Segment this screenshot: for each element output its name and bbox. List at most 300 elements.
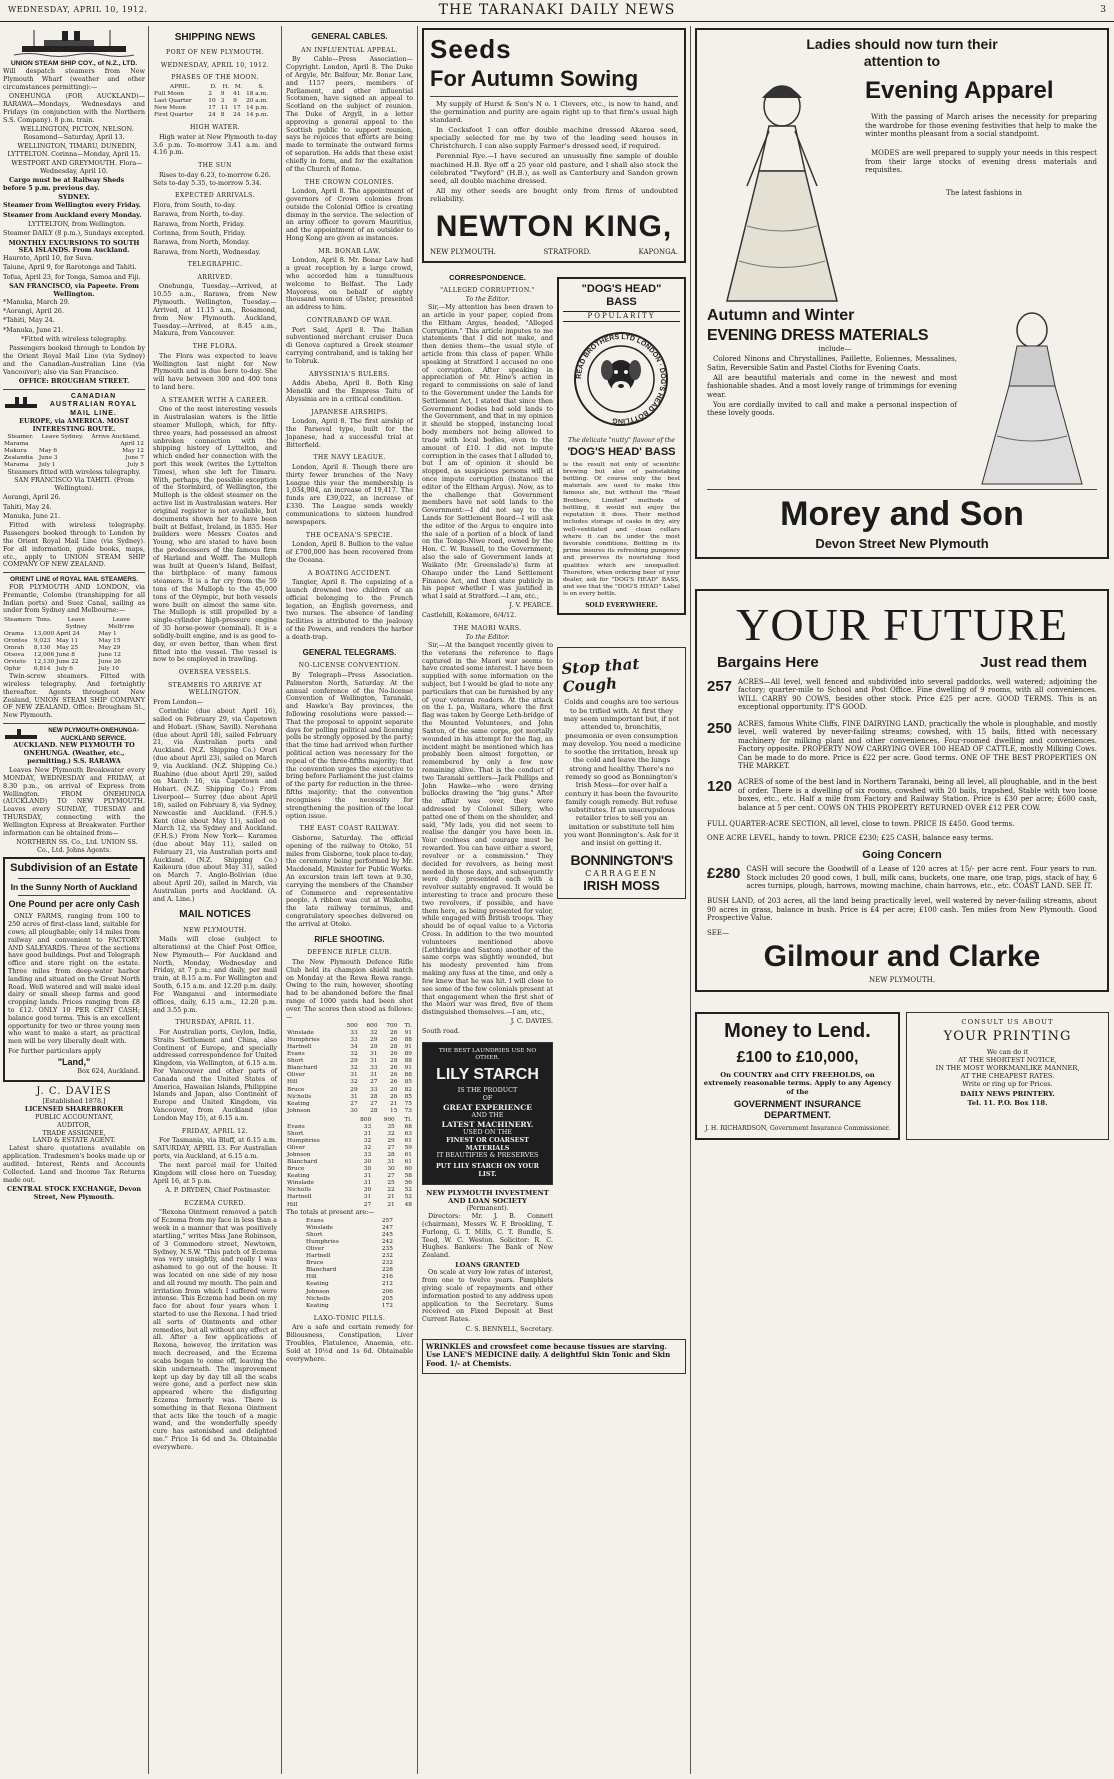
- cable-heading: MR. BONAR LAW.: [318, 247, 381, 255]
- rifle-scores-table-2: 800 900 Tl. Evans 33 35 68 Short 31 32 63 Humphries 32 29 61 Oliver 32 27 59 Johnson 33 28 61 Blanchard 30 31 61 Bruce 30 30 60 Keating 31 27 58 Winslade 31 25 56 Nicholls 30 22 52 Hartnell 31 21 52 Hill 27 21 48: [287, 1116, 412, 1208]
- table-row: First Quarter 24 8 24 14 p.m.: [154, 112, 269, 119]
- usc-sf-line: *Manuka, June 21.: [3, 325, 64, 334]
- table-row: Winslade 31 25 56: [287, 1180, 412, 1187]
- table-row: Full Moon 2 9 41 18 a.m.: [154, 90, 268, 97]
- bon-carr: CARRAGEEN: [585, 868, 658, 878]
- gc-addr: NEW PLYMOUTH.: [869, 975, 935, 984]
- acreage-number: 257: [707, 677, 733, 695]
- ls-line: GREAT EXPERIENCE: [443, 1102, 532, 1112]
- sun-heading: THE SUN: [198, 162, 232, 170]
- npi-loans: LOANS GRANTED: [455, 1260, 520, 1269]
- dh-sold: SOLD EVERYWHERE.: [585, 601, 658, 609]
- column-rule: [417, 26, 418, 1774]
- car-name: CANADIAN AUSTRALIAN ROYAL MAIL LINE.: [49, 392, 138, 417]
- jcd-line: PUBLIC ACCOUNTANT,: [34, 1113, 114, 1122]
- telegram-text: Gisborne, Saturday. The official opening of the railway to Otoko, 51 miles from Gisborne, took place to-day, the ceremony being performed by Mr. Macdonald, Minister for Public Works. An excursion train left town at 9.30, carrying the members of the Chamber of Commerce and representative people. A ribbon was cut at Waikohu, the late railway terminus, and congratulatory speeches delivered on the arrival at Otoko.: [286, 833, 413, 928]
- correspondence-title: CORRESPONDENCE.: [449, 272, 526, 282]
- seeds-p4: All my other seeds are bought only from firms of undoubted reliability.: [430, 186, 678, 204]
- mail-thursday: THURSDAY, APRIL 11.: [175, 1019, 255, 1027]
- eczema-text: "Rexona Ointment removed a patch of Eczema from my face in less than a week in a manner that was positively startling," writes Miss Jane Robinson, of 3 Commodore street, Newtown, Sydney, N.S.W. "This patch of Eczema was very unsightly, and really I was ashamed to go out of the house. It was located on one side of my nose and all round my mouth. The pain and irritation from which I suffered were intense. This Eczema had been on my face for about four years when I started to use the Rexona. I had tried all sorts of Ointments and other remedies, but all without any effect at all. After a few applications of Rexona, however, the irritation was much decreased, and the Eczema scabs began to come off, leaving the skin underneath. The improvement kept up day by day till all the scabs were gone, and a perfect new skin appeared where the disfiguring Eczema formerly was. There is something in that Rexona Ointment that acts like the touch of a magic wand, and the wonderfully speedy cure has astonished and delighted me." Price 1s 6d and 3s. Obtainable everywhere.: [153, 1208, 278, 1451]
- lad-edm: EVENING DRESS MATERIALS: [707, 326, 929, 344]
- table-row: Oliver 32 27 59: [287, 1145, 412, 1151]
- dh-popularity: POPULARITY: [563, 311, 680, 322]
- yp-line: AT THE SHORTEST NOTICE,: [958, 1056, 1057, 1065]
- gc-see: SEE—: [707, 928, 730, 937]
- yf-b2: Just read them: [980, 653, 1087, 671]
- table-row: Bruce 232: [306, 1260, 393, 1267]
- sub-title: Subdivision of an Estate: [10, 861, 138, 874]
- mail-friday: FRIDAY, APRIL 12.: [181, 1127, 249, 1135]
- rifle-scores-table: 500 600 700 Tl. Winslade 33 32 26 91 Humphries 33 29 26 88 Hartnell 34 29 28 91 Evans 32 31 26 89 Short 29 31 28 88 Blanchard 32 33 26 91 Oliver 31 31 26 88 Hill 32 27 26 85 Bruce 29 33 20 82 Nicholls 31 28 26 85 Keating 27 27 21 75 Johnson 30 28 15 73: [287, 1022, 412, 1114]
- bon-moss: IRISH MOSS: [583, 878, 660, 894]
- table-row: Nicholls 30 22 52: [287, 1187, 412, 1194]
- table-row: Zealandia June 3 June 7: [4, 455, 144, 462]
- telegram-heading: NO-LICENSE CONVENTION.: [298, 662, 401, 670]
- lad-list: Colored Ninons and Chrystallines, Paillette, Eoliennes, Messalines, Satin, Reversible Satin and Pastel Cloths for Evening Coats.: [707, 355, 957, 372]
- ls-name: LILY STARCH: [436, 1065, 539, 1083]
- jcd-line: LICENSED SHAREBROKER: [24, 1105, 124, 1114]
- np-body: Leaves New Plymouth Breakwater every MONDAY, WEDNESDAY and FRIDAY, at 8.30 p.m., on arrival of Express from Wellington. FROM ONEHUNGA (AUCKLAND) TO NEW PLYMOUTH. Leaves every SUNDAY, TUESDAY and THURSDAY, connecting with the Wellington Express at Breakwater. Further information can be obtained from—: [3, 766, 145, 837]
- divider: [707, 489, 1097, 490]
- stw-from: From London—: [153, 697, 204, 706]
- gc-bush: BUSH LAND, of 203 acres, all the land being practically level, well watered by never-failing streams, about 90 acres in grass, balance in bush. Price is £4 per acre; £100 cash. Ten miles from New Plymouth. Good Prospective Value.: [707, 897, 1097, 923]
- rifle-totals-head: The totals at present are:—: [286, 1207, 375, 1216]
- dogs-head-label-icon: [571, 324, 671, 434]
- rifle-totals-table: [305, 1218, 394, 1310]
- printing-ad: [906, 1012, 1109, 1139]
- lady-evening-gown-icon: [707, 76, 857, 306]
- expected-line: Rarawa, from North, Wednesday.: [153, 247, 261, 256]
- cable-heading: AN INFLUENTIAL APPEAL.: [301, 46, 398, 54]
- np-name: NEW PLYMOUTH-ONEHUNGA-AUCKLAND SERVICE.: [48, 727, 139, 742]
- usc-island: Tofua, April 23, for Tonga, Samoa and Fiji.: [3, 272, 141, 281]
- svg-text:READ BROTHERS LTD LONDON · DOG: READ BROTHERS LTD LONDON · DOG'S HEAD BOTTLING: [576, 333, 667, 424]
- table-row: Blanchard 228: [306, 1267, 393, 1274]
- ls-line: AND THE: [471, 1110, 504, 1119]
- shipping-news-title: SHIPPING NEWS: [174, 32, 256, 43]
- seeds-subtitle: For Autumn Sowing: [430, 65, 639, 91]
- table-row: Johnson 206: [306, 1288, 393, 1295]
- np-agents: NORTHERN SS. Co., Ltd. UNION SS. Co., Ltd. Johns Agents.: [16, 837, 138, 854]
- mail-text: Mails will close (subject to alterations) at the Chief Post Office, New Plymouth— For Auckland and North, Monday, Wednesday and Friday, at 7 p.m.; and daily, per mail train, at 8.15 a.m. For Wellington and South, 6.15 a.m. and 12.20 p.m. daily. For Wanganui and intermediate offices, daily, 6.15 a.m., 12.20 p.m. and 3.55 p.m.: [153, 935, 277, 1014]
- jcd-line: AUDITOR,: [57, 1120, 91, 1129]
- table-row: Humphries 33 29 26 88: [287, 1037, 412, 1044]
- jc-davies-ad: [3, 1086, 145, 1201]
- telegram-heading: THE EAST COAST RAILWAY.: [299, 825, 400, 833]
- cable-text: London, April 8. Mr. Bonar Law had a great reception by a large crowd, who accorded him a tumultuous welcome to Belfast. The Lady Mayoress, on behalf of eighty thousand women of Ulster, presented an address to him.: [286, 256, 413, 312]
- career-text: One of the most interesting vessels in Australasian waters is the little steamer Mulloph, which, for fifty-three years, had possessed an almost unbroken connection with the shipping history of Lyttelton, and which ended her connection with the port this week (writes the Lyttelton Times), when she left for Timaru. With, perhaps, the possible exception of the Stormbird, of Wellington, the Mulloph is the oldest steamer on the active list in Australasian waters. Her original register is not available, but documents shown her to have been built at Belfast, Ireland, in 1855. Her builders were Messrs Coates and Young, who are stated to have been the predecessors of the famous firm of Harland and Wolff. The Mulloph was built at Queen's Island, Belfast, the birthplace of many famous steamers. It is a far cry from the 59 tons of the Mulloph to the 45,000 tons of the Olympic, but both vessels were built on almost the same site. The Mulloph is still propelled by a single-cylinder high-pressure engine of 35 horse-power (nominal). It is a solidly-built engine, and is as good to-day, or even better, than when first fitted into the vessel. The vessel is now to be employed in trawling.: [153, 405, 277, 664]
- table-row: Oliver 31 31 26 88: [287, 1072, 412, 1079]
- newton-king-places: [430, 248, 678, 257]
- table-row: Blanchard 32 33 26 91: [287, 1065, 412, 1072]
- usc-island: Taiune, April 9, for Rarotonga and Tahiti.: [3, 263, 137, 272]
- column-general-cables: [283, 26, 416, 1774]
- table-row: Makura May 6 May 12: [4, 448, 144, 455]
- column-shipping-news: [150, 26, 280, 1774]
- wrinkles-text: WRINKLES and crowsfeet come because tissues are starving. Use LANE'S MEDICINE daily. A delightful Skin Tonic and Skin Food. 1/- at Chemists.: [426, 1341, 671, 1368]
- mail-thursday-text: For Australian ports, Ceylon, India, Straits Settlement and China, also Continent of Europe, and specially addressed correspondence for United Kingdom, via Wellington, at 6.15 a.m. For Vancouver and other parts of Canada and the United States of America, Hawaiian Islands, Philippine Islands and Japan, also Continent of Europe and United Kingdom, via Vancouver, from Auckland (due London May 15), at 6.15 a.m.: [153, 1027, 277, 1122]
- lad-line1: Ladies should now turn their: [806, 36, 998, 52]
- table-row: Nicholls 205: [306, 1295, 393, 1302]
- jcd-addr: CENTRAL STOCK EXCHANGE, Devon Street, New Plymouth.: [7, 1184, 141, 1201]
- corr-text: Sir,—My attention has been drawn to an article in your paper, copied from the Eltham Argus, headed, "Alleged Corruption." This article imputes to me statements that I did not make, and then denies them—the usual style of article from this class of paper. While speaking at Stratford I accused no one of corruption. After speaking in appreciation of Mr. Hine's action in regard to commissions on sale of land to the Government under the Lands for Settlement Act, I stated that since then Government bodies had sold lands to the Government, and that in my opinion it should be stopped, instancing local body members not being allowed to trade with local bodies, even to the amount of £10. I did not impute corruption in the cases that I alluded to, but I am of opinion it should be stopped, as suspicious persons will at once impute corruption (instance the editor of the Eltham Argus). Now, as to the challenge that Government members have not sold lands to the Government:—I did not say to the Lands for Settlement Board—I will ask the editor of the Argus to enquire into the sale of a portion of a block of land on the Tongo-Niwe road, owned by the Hon. C. W. Russell, to the Government; also the sale of Government lands at Waikato (Mr. Greenslade's) farm at Ohaupo under the Land Settlement Finance Act, and then state publicly in his paper whether I was justified in what I said at Stratford.—I am, etc.,: [422, 303, 553, 601]
- your-future-ad: [695, 589, 1109, 992]
- ls-line: IS THE PRODUCT: [457, 1086, 518, 1095]
- career-heading: A STEAMER WITH A CAREER.: [161, 396, 269, 404]
- cable-text: By Cable—Press Association—Copyright. London, April 8. The Duke of Argyle, Mr. Balfour, Mr. Bonar Law, and 1157 peers, members of Parliament, and other influential Scotsmen, have signed an appeal to Scotland on the subject of reunion. The Duke of Argyll, in a letter approving a general appeal to the Scottish public to support reunion, says he rejoices that efforts are being made to terminate the outward forms of separation. He adds that these exist chiefly in form, and for the exaltation of the Church of Rome.: [286, 55, 413, 173]
- evening-apparel-ad: [695, 28, 1109, 559]
- subdivision-ad: [3, 857, 145, 1083]
- table-row: Hill 27 21 48: [287, 1201, 412, 1208]
- moon-table: APRIL. D. H. M. S. Full Moon 2 9 41 18 a.m. Last Quarter 10 3 9 20 a.m. New Moon 17 11 17 14 p.m. First Quarter 24 8 24 14 p.m.: [153, 84, 277, 119]
- orient-intro: FOR PLYMOUTH AND LONDON, via Fremantle, Colombo (transhipping for all Indian ports) and Suez Canal, sailing as under from Sydney and Melbourne:—: [3, 582, 145, 615]
- yp-title: YOUR PRINTING: [943, 1029, 1072, 1045]
- list-item: [707, 720, 1097, 773]
- cable-text: London, April 8. Though there are thirty fewer branches of the Navy League this year the membership is 1,034,904, an increase of 19,417. The funds are £39,022, an increase of £330. The League sends weekly communications to sixteen hundred newspapers.: [286, 463, 413, 526]
- sub-land: "Land,": [57, 1056, 91, 1067]
- list-item: [707, 778, 1097, 814]
- steamship-icon: [14, 28, 134, 58]
- cable-text: London, April 8. The first airship of the Parseval type, built for the Japanese, had a successful trial at Bitterfield.: [286, 417, 413, 449]
- column-shipping-ads: [0, 26, 148, 1774]
- stop-that-cough-ad: [557, 647, 686, 899]
- table-row: Orvieto 12,130 June 22 June 26: [4, 659, 121, 666]
- usc-line: WELLINGTON, TIMARU, DUNEDIN, LYTTELTON. Corinna—Monday, April 15.: [7, 142, 141, 158]
- np-investment-ad: [422, 1189, 553, 1334]
- stc-title: Stop that Cough: [560, 654, 640, 697]
- rifle-text: The New Plymouth Defence Rifle Club held its champion shield match on Monday at the Rewa Rewa range. Owing to the rain, however, shooting had to be abandoned before the final range of 1000 yards had been shot over. The scores then stood as follows:—: [286, 957, 413, 1021]
- car-sf: Tahiti, May 24.: [3, 502, 52, 511]
- divider: [3, 389, 145, 390]
- stw-text: Corinthic (due about April 16), sailed on February 29, via Capetown and Hobart. (Shaw, Savill). Nerehana (due about April 18), sailed February 21, via Australian ports and Auckland. (N.Z. Shipping Co.) Orari (due about April 23), sailed on March 9, via Auckland. (N.Z. Shipping Co.) Ruahine (due about April 29), sailed on March 16, via Capetown and Hobart. (N.Z. Shipping Co.) From Liverpool— Surrey (due about April 18), sailed on February 8, via Sydney, Newcastle and Auckland. (F.H.S.) Kent (due about May 11), sailed on March 12, via Sydney and Auckland. (F.H.S.) From New York— Karamea (due about May 11), sailed on February 21, via Australian ports and Auckland. (N.Z. Shipping Co.) Kaikoura (due about May 31), sailed on March 7. Anglo-Bolivian (due about April 20), sailed in March, via Australian ports and Auckland. (A. and A. Line.): [153, 707, 277, 903]
- corr-sign: J. V. PEARCE.: [509, 601, 553, 610]
- lad-p4: You are cordially invited to call and make a personal inspection of these lovely goods.: [707, 400, 957, 418]
- lad-p1: With the passing of March arises the necessity for preparing the wardrobe for those evening festivities that help to make the winter months pleasant from a social standpoint.: [865, 113, 1097, 139]
- table-row: Last Quarter 10 3 9 20 a.m.: [154, 98, 268, 104]
- table-row: Hill 32 27 26 85: [287, 1079, 412, 1086]
- car-col: Arrive Auckland.: [91, 434, 141, 441]
- np-sub: AUCKLAND. NEW PLYMOUTH TO ONEHUNGA. (Weather, etc., permitting.) S.S. RARAWA: [13, 741, 135, 765]
- sun-text: Rises to-day 6.23, to-morrow 6.26. Sets to-day 5.35, to-morrow 5.34.: [153, 170, 271, 187]
- table-row: Hartnell 232: [306, 1253, 393, 1260]
- expected-heading: EXPECTED ARRIVALS.: [175, 192, 255, 200]
- place-label: STRATFORD.: [543, 248, 592, 257]
- expected-line: Flora, from South, to-day.: [153, 200, 236, 209]
- table-row: Oliver 235: [306, 1246, 393, 1253]
- car-tail: Fitted with wireless telegraphy. Passengers booked through to London by the Orient Royal Mail Line (via Sydney). For all information, guide books, maps, etc., apply to UNION STEAM SHIP COMPANY OF NEW ZEALAND.: [3, 521, 145, 569]
- date-heading: WEDNESDAY, APRIL 10, 1912.: [160, 61, 270, 69]
- table-row: Johnson 30 28 15 73: [287, 1107, 412, 1114]
- telegram-text: By Telegraph—Press Association. Palmerston North, Saturday. At the annual conference of the No-license Convention of Wellington, Taranaki, and Hawke's Bay provinces, the following resolutions were passed:—That the proposal to appoint separate days for polling political and licensing polls be strongly opposed by the party; that the time had arrived when further political action was necessary for the repeal of the three-fifths majority; that the convention urges the executive to bring before Parliament the just claims of the party for reduction in the three-fifths majority; that the convention recognises the necessity for strengthening the position of the local option issue.: [286, 670, 414, 820]
- table-row: Keating 172: [306, 1302, 393, 1309]
- table-row: Blanchard 30 31 61: [287, 1159, 412, 1166]
- ls-line: FINEST OR COARSEST MATERIALS: [446, 1135, 529, 1152]
- sub-further: For further particulars apply: [8, 1046, 102, 1055]
- jcd-line: LAND & ESTATE AGENT.: [32, 1136, 116, 1145]
- flora-text: The Flora was expected to leave Wellington last night for New Plymouth and is due here to-day. She will have between 300 and 400 tons to land here.: [153, 351, 277, 391]
- ml-text: On COUNTRY and CITY FREEHOLDS, on extremely reasonable terms. Apply to any Agency of the: [703, 1071, 892, 1096]
- table-row: Short 245: [306, 1232, 393, 1238]
- laxo-heading: LAXO-TONIC PILLS.: [313, 1314, 386, 1322]
- cable-text: London, April 8. The appointment of governors of Crown colonies from outside the Colonial Office is creating dismay in the service. The selection of an army officer to govern Mauritius, and the appointment of an outsider to Hong Kong are given as instances.: [286, 187, 413, 242]
- mail-notices-title: MAIL NOTICES: [179, 909, 251, 921]
- orient-line-ad: [3, 576, 145, 720]
- npi-text: Directors: Mr. J. B. Connett (chairman), Messrs W. F. Brookling, T. Furlong, G. T. Mills, C. T. Bundle, S. Teed, W. C. Weston. Solicitor: R. C. Hughes. Bankers: The Bank of New Zealand.: [422, 1212, 553, 1260]
- cable-text: Port Said, April 8. The Italian subventioned merchant cruiser Duca di Genova captured a Greek steamer carrying contraband, and is taking her to Tobruk.: [286, 325, 413, 365]
- masthead-title: THE TARANAKI DAILY NEWS: [438, 2, 676, 18]
- divider: [18, 878, 130, 879]
- union-steam-ship-ad: [3, 28, 145, 386]
- yf-title: YOUR FUTURE: [736, 599, 1068, 651]
- usc-sydney-line: Steamer from Auckland every Monday.: [3, 210, 142, 219]
- jcd-est: [Established 1878.]: [42, 1097, 106, 1106]
- lad-line2: attention to: [863, 53, 941, 70]
- lad-title: Evening Apparel: [865, 77, 1054, 105]
- sub-body: ONLY FARMS, ranging from 100 to 250 acres of first-class land, suitable for cows; all ploughable; only 14 miles from railway and convenient to FACTORY AND SALEYARDS. Three of the sections have good buildings. Post and Telegraph office and store right on the estate. Three miles from deep-water harbor landing and situated on the Great North Road. Well watered and will make ideal dairy or small sheep farms and good cropping lands. Prices ranging from £8 to £12. ONLY 10 PER CENT CASH; balance good terms. This is an excellent opportunity for two or three young men who want to make a start, as practical men will be very liberally dealt with.: [8, 912, 140, 1046]
- table-row: Winslade 33 32 26 91: [287, 1030, 412, 1036]
- cable-heading: JAPANESE AIRSHIPS.: [311, 408, 388, 416]
- gc-head: Going Concern: [862, 848, 942, 861]
- cable-heading: A BOATING ACCIDENT.: [307, 569, 392, 577]
- yf-items: [707, 678, 1097, 814]
- table-row: Short 29 31 28 88: [287, 1058, 412, 1065]
- dh-bass: BASS: [606, 295, 637, 308]
- table-row: Evans 32 31 26 89: [287, 1051, 412, 1058]
- expected-line: Corinna, from South, Friday.: [153, 228, 246, 237]
- mail-ship-icon: [3, 393, 39, 411]
- column-rule: [281, 26, 282, 1774]
- orient-tail: Twin-screw steamers. Fitted with wireless telegraphy. And fortnightly thereafter. Agents throughout New Zealand, UNION STEAM SHIP COMPANY OF NEW ZEALAND. Office: Brougham St., New Plymouth.: [3, 672, 145, 720]
- table-row: Bruce 30 30 60: [287, 1166, 412, 1173]
- morey-addr: Devon Street New Plymouth: [815, 535, 989, 551]
- lad-right: [865, 76, 1097, 306]
- table-row: Otsova 12,006 June 8 June 12: [4, 652, 121, 658]
- corr-sign: J. C. DAVIES.: [510, 1017, 553, 1026]
- yf-banners: [707, 654, 1097, 672]
- yf-p1: FULL QUARTER-ACRE SECTION, all level, close to town. PRICE IS £450. Good terms.: [707, 819, 1015, 828]
- lady-dress-icon: [967, 306, 1097, 486]
- sub-sunny: In the Sunny North of Auckland: [10, 881, 138, 892]
- gc-row: [707, 865, 1097, 892]
- acreage-number: 250: [707, 719, 733, 737]
- corr-text: Sir,—At the banquet recently given to the veterans the reference to flags captured in the Maori war seems to have created some interest. I have been supplied with some information on the subject, but I would be glad to note any particulars that can be furnished by any of your veteran readers. At the attack on the L pa, Waitara, where the first flag was taken by George Leth-bridge of the Mounted Volunteers, and John Saxton, of the same corps, got mortally wounded in his attempt for the flag, an incident might be mentioned which has probably been almost forgotten, or remembered by only a few now remaining alive. That is the conduct of two Taranaki settlers—Jack Phillips and John Hawke—who were driving bullocks drawing the "big guns." After the affair was over, they were addressed by Colonel Sillery, who patted one of them on the shoulder, and said, "My lads, you did not seem to realise the danger you have been in. Your coolness and courage must be rewarded. You can have either a sword, revolver or a commission." They decided for revolvers, as being most needed in those days, and subsequently were duly presented each with a revolver suitably engraved. It would be interesting to trace and procure these two revolvers, if possible, and have them here, as being presented for valor, while engaged with British troops. They should be of equal value to a Victoria Cross. In addition to the two mounted volunteers mentioned above (Lethbridge and Saxton) another of the same corps was slightly wounded, but his modesty prevented him from making any fuss at the time, and only a few knew that he was hit. I will close to see some of the few colonials present at that engagement when the first shot of the Maori war was fired, five of them distinguished themselves.—I am, etc.,: [422, 640, 553, 1017]
- arrived-heading: ARRIVED.: [197, 273, 233, 281]
- table-row: New Moon 17 11 17 14 p.m.: [154, 105, 269, 112]
- general-telegrams-title: GENERAL TELEGRAMS.: [302, 647, 397, 657]
- lower-split: [422, 267, 686, 1335]
- lad-include: include—: [818, 345, 852, 354]
- divider: [18, 895, 130, 896]
- usc-line: WELLINGTON, PICTON, NELSON. Rosamond—Saturday, April 13.: [20, 124, 134, 141]
- car-note: Steamers fitted with wireless telegraphy. SAN FRANCISCO Via TAHITI. (From Wellington).: [7, 468, 141, 492]
- table-row: Ophir 6,814 July 6 July 10: [4, 666, 119, 673]
- yp-line: IN THE MOST WORKMANLIKE MANNER,: [935, 1064, 1080, 1073]
- cable-heading: THE CROWN COLONIES.: [304, 178, 395, 186]
- table-row: Johnson 33 28 61: [287, 1152, 412, 1159]
- divider: [3, 572, 145, 573]
- cable-heading: CONTRABAND OF WAR.: [306, 317, 393, 324]
- usc-line: ONEHUNGA (FOR AUCKLAND)—RARAWA—Mondays, Wednesdays and Fridays (in conjunction with the Northern S.S. Company). 8 p.m. train.: [3, 92, 145, 124]
- money-to-lend-ad: [695, 1012, 900, 1139]
- yp-line: We can do it: [986, 1048, 1029, 1057]
- seeds-p3: Perennial Rye.—I have secured an unusually fine sample of double machined H.B. Rye off a 25 year old pasture, and I shall also stock the celebrated "Twyford" (H.B.), as well as Canterbury and Sandon grown seed, all double machine dressed.: [430, 152, 678, 186]
- cable-text: Tangier, April 8. The capsizing of a launch drowned two children of an official belonging to the French legation, an English governess, and two nurses. The absence of landing facilities is attributed to the jealousy of the Powers, and renders the harbor a death-trap.: [286, 578, 413, 641]
- cable-heading: THE NAVY LEAGUE.: [313, 454, 386, 462]
- npi-name: NEW PLYMOUTH INVESTMENT AND LOAN SOCIETY: [426, 1188, 549, 1206]
- lily-starch-ad: [422, 1042, 553, 1185]
- usc-sf-head: SAN FRANCISCO, via Papeete. From Wellington.: [9, 282, 139, 298]
- divider: [430, 96, 678, 97]
- table-row: Orama 13,000 April 24 May 1: [4, 630, 117, 637]
- place-label: NEW PLYMOUTH.: [430, 248, 496, 257]
- mail-friday-text: For Tasmania, via Bluff, at 6.15 a.m. SATURDAY, APRIL 13. For Australian ports, via Auckland, at 6.15 a.m.: [153, 1136, 277, 1160]
- mail-sign: A. P. DRYDEN, Chief Postmaster.: [165, 1186, 271, 1195]
- usc-island: Hauroto, April 10, for Suva.: [3, 254, 94, 263]
- np-onehunga-ad: [3, 727, 145, 855]
- table-row: Orontes 9,023 May 11 May 15: [4, 637, 121, 644]
- corr-heading: THE MAORI WARS.: [453, 624, 522, 632]
- high-water-text: High water at New Plymouth to-day 3.6 p.m. To-morrow 3.41 a.m. and 4.16 p.m.: [153, 132, 277, 157]
- high-water-heading: HIGH WATER.: [190, 124, 240, 132]
- dh-text: is the result not only of scientific brewing but also of painstaking bottling. Of course only the best materials are used to make this famous ale, but without the "Read Brothers, Limited" methods of bottling, it would not enjoy the reputation it does. Their method includes storage of casks in dry, airy well-ventilated and clean cellars where it can be under the most favorable conditions. Bottling in its prime insures its refreshing pungency and preserves its nourishing food qualities which are unequalled. Therefore, when ordering beer of your dealer, ask for "DOG'S HEAD" BASS, and see that the "DOG'S HEAD" Label is on every bottle.: [562, 461, 680, 598]
- column-display-ads: [692, 26, 1112, 1774]
- ls-line: OF: [482, 1094, 493, 1103]
- usc-sf-line: *Tahiti, May 24.: [3, 316, 55, 325]
- usc-line: WESTPORT AND GREYMOUTH. Flora—Wednesday, April 10.: [11, 159, 143, 176]
- table-row: Evans 257: [306, 1217, 393, 1224]
- lad-latest: The latest fashions in: [946, 188, 1022, 197]
- table-row: Evans 33 35 68: [287, 1123, 412, 1130]
- table-row: Winslade 247: [306, 1224, 393, 1231]
- orient-sailings-table: Steamers Tons. Leave Sydney Leave Melb'rne Orama 13,000 April 24 May 1 Orontes 9,023 May 11 May 15 Omrah 8,130 May 25 May 29 Otsova 12,006 June 8 June 12 Orvieto 12,130 June 22 June 26 Ophir 6,814 July 6 July 10: [3, 617, 145, 674]
- table-row: Humphries 242: [306, 1239, 393, 1246]
- table-row: Humphries 32 29 61: [287, 1137, 412, 1144]
- sub-box: Box 624, Auckland.: [77, 1066, 140, 1075]
- lad-lower-left: [707, 306, 957, 486]
- cable-text: Addis Abeba, April 8. Both King Menelik and the Empress Taitu of Abyssinia are in a critical condition.: [286, 379, 413, 403]
- usc-line: Cargo must be at Railway Sheds before 5 p.m. previous day.: [3, 176, 125, 193]
- dh-name2: 'DOG'S HEAD' BASS: [567, 446, 676, 459]
- table-row: Hartnell 31 21 52: [287, 1194, 412, 1201]
- ls-line: IT BEAUTIFIES & PRESERVES: [436, 1151, 539, 1160]
- ls-line: USED ON THE: [463, 1127, 512, 1136]
- usc-intro: Will despatch steamers from New Plymouth Wharf (weather and other circumstances permitting):—: [3, 67, 145, 91]
- npi-perm: (Permanent).: [466, 1204, 509, 1213]
- table-row: Keating 27 27 21 75: [287, 1100, 412, 1107]
- table-row: Marama April 12: [4, 441, 144, 448]
- lad-aw: Autumn and Winter: [707, 307, 855, 325]
- canadian-australian-ad: [3, 393, 145, 569]
- place-label: KAPONGA.: [638, 248, 678, 257]
- usc-monthly: MONTHLY EXCURSIONS TO SOUTH SEA ISLANDS. From Auckland.: [8, 238, 140, 255]
- seeds-title: Seeds: [430, 34, 512, 64]
- rifle-heading: DEFENCE RIFLE CLUB.: [307, 949, 392, 957]
- lad-body: [707, 76, 1097, 306]
- eczema-heading: ECZEMA CURED.: [184, 1199, 246, 1207]
- usc-sydney-line: Steamer from Wellington every Friday.: [3, 201, 141, 210]
- arrived-text: Onehunga, Tuesday.—Arrived, at 10.55 a.m., Rarawa, from New Plymouth. Wellington, Tuesday.—Arrived, at 11.15 a.m., Rosamond, from New Plymouth. Auckland, Tuesday.—Arrived, at 8.45 a.m., Makura, from Vancouver.: [153, 282, 277, 338]
- yf-b1: Bargains Here: [717, 653, 819, 671]
- corr-heading: "ALLEGED CORRUPTION.": [440, 286, 535, 294]
- jcd-name: J. C. DAVIES: [36, 1086, 112, 1098]
- ads-column: [557, 267, 686, 1335]
- yp-line: Write or ring up for Prices.: [962, 1080, 1053, 1089]
- usc-sydney-head: SYDNEY.: [58, 193, 90, 202]
- general-cables-title: GENERAL CABLES.: [311, 32, 388, 41]
- yp-box: Tel. 11. P.O. Box 118.: [967, 1098, 1048, 1107]
- divider: [3, 723, 145, 724]
- ls-top: THE BEST LAUNDRIES USE NO OTHER.: [438, 1047, 537, 1061]
- stc-text: Colds and coughs are too serious to be trifled with. At first they may seem unimportant but, if not attended to, bronchitis, pneumonia or even consumption may develop. You need a medicine to soothe the irritation, break up the cold and leave the lungs strong and healthy. There's no remedy so good as Bonnington's Irish Moss—for over half a century it has been the favourite family cough remedy. But refuse substitutes. If an unscrupulous retailer tries to sell you an imitation or substitute tell him you want Bonnington's. Ask for it and insist on getting it.: [562, 698, 681, 848]
- corr-place: Castlehill, Kokamore, 6/4/12.: [422, 610, 517, 619]
- lad-p2: MODES are well prepared to supply your needs in this respect from their large stocks of evening dress materials and requisites.: [865, 149, 1097, 175]
- usc-sf-line: *Manuka, March 29.: [3, 297, 70, 306]
- table-row: Marama July 1 July 5: [4, 462, 144, 469]
- npi-loans-text: On scale at very low rates of interest, from one to twelve years. Pamphlets giving scale of repayments and other information posted to any address upon application to the Secretary. Sums received on Fixed Deposit at Best Current Rates.: [422, 1268, 553, 1324]
- usc-sydney-line: LYTTELTON, from Wellington.: [28, 219, 126, 228]
- telegraphic-heading: TELEGRAPHIC.: [187, 261, 243, 269]
- correspondence-column: [422, 267, 553, 1335]
- table-row: Nicholls 31 28 26 85: [287, 1093, 412, 1100]
- expected-line: Rarawa, from North, to-day.: [153, 210, 244, 219]
- seeds-p2: In Cocksfoot I can offer double machine dressed Akaroa seed, specially selected for me by two of the leading seed houses in Christchurch. I can also supply Farmer's dressed seed, if required.: [430, 125, 678, 151]
- expected-line: Rarawa, from North, Friday.: [153, 219, 245, 228]
- table-row: Hill 216: [306, 1274, 393, 1281]
- corr-to: To the Editor.: [465, 633, 510, 642]
- corr-to: To the Editor.: [465, 295, 510, 304]
- port-heading: PORT OF NEW PLYMOUTH.: [166, 49, 264, 57]
- cable-heading: ABYSSINIA'S RULERS.: [309, 370, 390, 378]
- car-sf: Aorangi, April 26.: [3, 493, 61, 502]
- dogs-head-bass-ad: [557, 277, 686, 615]
- expected-line: Rarawa, from North, Monday.: [153, 238, 250, 247]
- usc-sydney-line: Steamer DAILY (8 p.m.), Sundays excepted.: [3, 229, 145, 238]
- bottom-ads: [695, 1010, 1109, 1143]
- column-rule: [690, 26, 691, 1774]
- acreage-text: ACRES, famous White Cliffs, FINE DAIRYING LAND, practically the whole is ploughable, and mostly level, well watered by never-failing streams; cowshed, with 15 bails, fitted with necessary machinery for milking plant and other conveniences. Four-roomed dwelling and conveniences. Factory opposite. PROPERTY NOW CARRYING OVER 100 HEAD OF CATTLE, mostly Milking Cows. Can be made to do more. Price is £22 per acre. Good terms. ONE OF THE BEST PROPERTIES ON THE MARKET.: [738, 719, 1097, 771]
- yp-line: AT THE CHEAPEST RATES.: [960, 1072, 1055, 1081]
- seeds-p1: My supply of Hurst & Son's N o. 1 Clovers, etc., is now to hand, and the germination and purity are again right up to that firm's usual high standard.: [430, 99, 678, 125]
- list-item: [707, 678, 1097, 714]
- mail-next: The next parcel mail for United Kingdom will close here on Tuesday, April 16, at 5 p.m.: [153, 1161, 277, 1185]
- gc-n: £280: [707, 865, 741, 883]
- mail-sub: NEW PLYMOUTH.: [183, 926, 247, 934]
- newton-king-name: NEWTON KING,: [435, 210, 673, 244]
- car-col: Leave Sydney.: [41, 434, 84, 441]
- car-sf: Manuka, June 21.: [3, 511, 61, 520]
- lad-lower: [707, 306, 1097, 486]
- masthead-page-number: 3: [1100, 5, 1106, 15]
- yp-dn: DAILY NEWS PRINTERY.: [960, 1090, 1055, 1099]
- table-row: Keating 212: [306, 1281, 393, 1288]
- npi-sign: C. S. BENNELL, Secretary.: [465, 1324, 553, 1333]
- yp-consult: CONSULT US ABOUT: [961, 1018, 1054, 1027]
- acreage-text: ACRES—All level, well fenced and subdivided into several paddocks, well watered; adjoining the factory; quarter-mile to School and Post Office. Fine dwelling of 9 rooms, with all conveniences. WILL CARRY 90 COWS, besides other stock. Price £25 per acre. GOOD TERMS. This is an exceptional opportunity. IT'S GOOD.: [738, 677, 1097, 712]
- lad-p3: All are beautiful materials and come in the newest and most fashionable shades. And a most lovely range of trimmings for evening wear.: [707, 373, 957, 399]
- table-row: Short 31 32 63: [287, 1130, 412, 1137]
- table-row: Hartnell 34 29 28 91: [287, 1044, 412, 1051]
- masthead: [0, 0, 1114, 22]
- table-row: Keating 31 27 58: [287, 1173, 412, 1180]
- car-col: Steamer.: [7, 434, 34, 441]
- oversea-heading: OVERSEA VESSELS.: [178, 669, 252, 677]
- usc-pass: Passengers booked through to London by the Orient Royal Mail Line (via Sydney) and the Canadian-Australian Line (via Vancouver); also via San Francisco.: [3, 344, 145, 376]
- dh-title: "DOG'S HEAD": [581, 282, 662, 295]
- laxo-text: Are a safe and certain remedy for Biliousness, Constipation, Liver Troubles, Flatulence, Anaemia, etc. Sold at 10½d and 1s 6d. Obtainable everywhere.: [286, 1323, 413, 1363]
- yf-p2: ONE ACRE LEVEL, handy to town. PRICE £230; £25 CASH, balance easy terms.: [707, 834, 994, 843]
- table-row: Omrah 8,130 May 25 May 29: [4, 644, 121, 651]
- bon-name: BONNINGTON'S: [570, 851, 673, 868]
